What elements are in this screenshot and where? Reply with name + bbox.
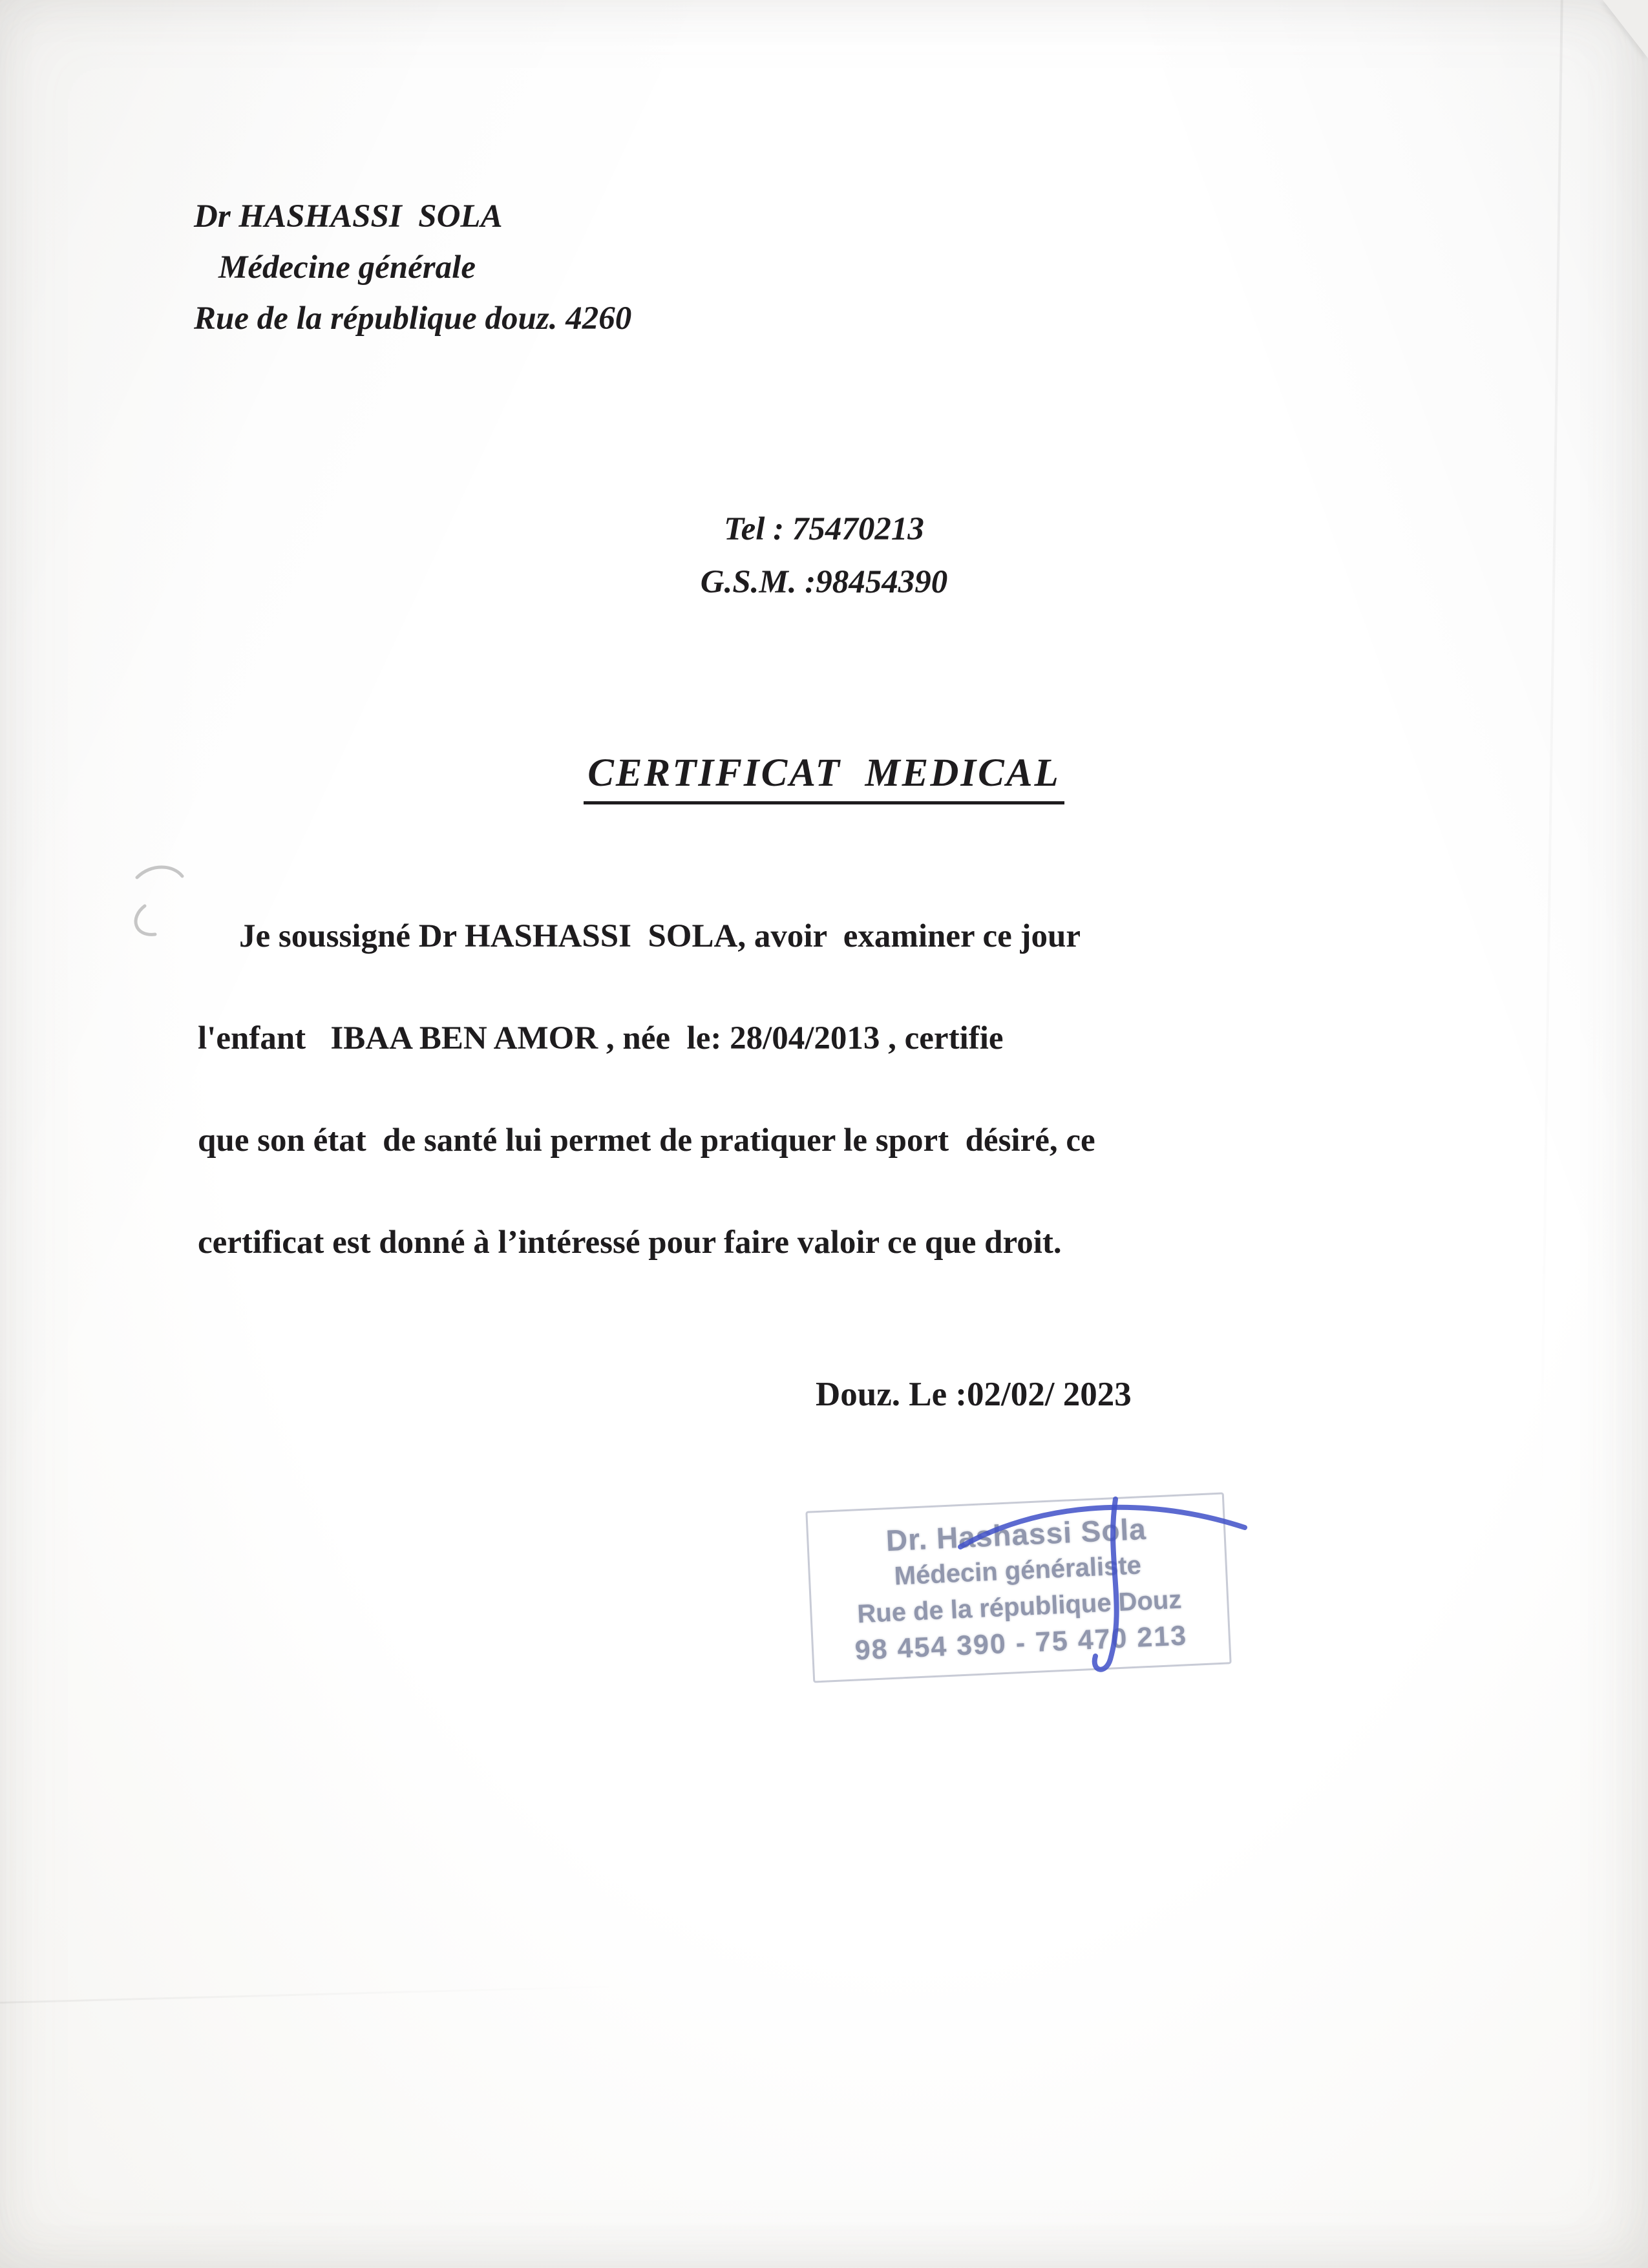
stamp-address: Rue de la république Douz [856,1585,1183,1629]
pencil-mark [121,857,212,947]
date-line: Douz. Le :02/02/ 2023 [816,1376,1132,1413]
paper-crease-bottom [0,1985,633,2004]
corner-fold [1603,0,1648,58]
body-line-2: l'enfant IBAA BEN AMOR , née le: 28/04/2013 , certifie [198,1020,1004,1056]
stamp-phones: 98 454 390 - 75 470 213 [854,1620,1188,1666]
body-line-3: que son état de santé lui permet de pratiquer le sport désiré, ce [198,1122,1095,1159]
doctor-name: Dr HASHASSI SOLA [194,198,503,235]
doctor-stamp [805,1492,1231,1683]
phone-line: Tel : 75470213 [724,511,924,547]
certificate-title-wrap [0,751,1648,804]
certificate-body [198,918,1477,1326]
stamp-doctor-name: Dr. Hashassi Sola [885,1511,1147,1558]
doctor-address: Rue de la république douz. 4260 [194,300,632,337]
doctor-specialty: Médecine générale [218,249,476,286]
gsm-line: G.S.M. :98454390 [700,564,948,600]
contact-block [0,503,1648,609]
certificate-title: CERTIFICAT MEDICAL [584,751,1064,804]
doctor-letterhead [194,191,631,344]
body-line-4: certificat est donné à l’intéressé pour faire valoir ce que droit. [198,1224,1062,1261]
stamp-specialty: Médecin généraliste [893,1551,1142,1591]
body-line-1: Je soussigné Dr HASHASSI SOLA, avoir examiner ce jour [239,918,1081,954]
